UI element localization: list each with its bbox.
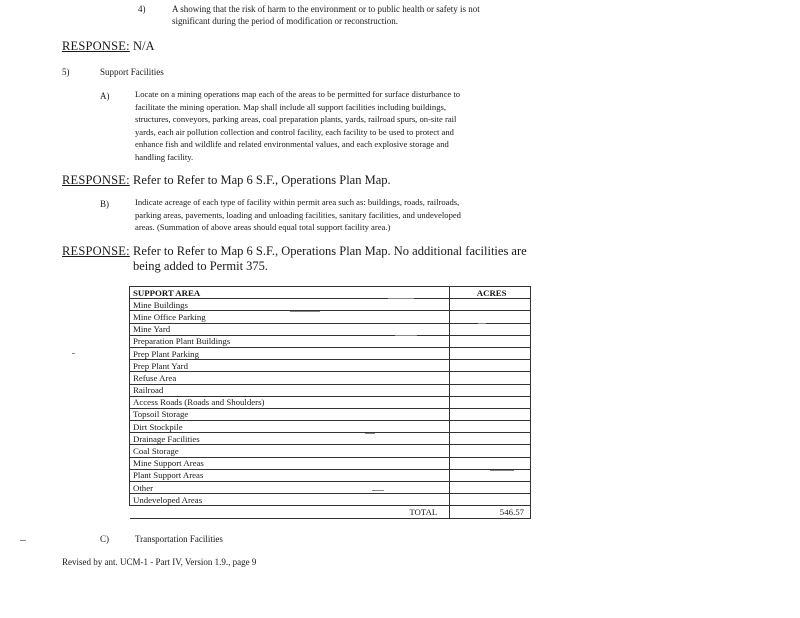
table-row [130, 457, 531, 469]
page-footer: Revised by ant. UCM-1 - Part IV, Version 1.9., page 9 [62, 557, 257, 567]
acres-cell [450, 482, 531, 494]
scan-speck [490, 470, 514, 471]
support-area-table [129, 286, 531, 519]
scan-speck [395, 335, 417, 336]
support-area-name: Prep Plant Parking [130, 347, 450, 359]
response-label: RESPONSE: [62, 39, 130, 53]
response-label: RESPONSE: [62, 244, 130, 258]
paragraph-line: parking areas, pavements, loading and unloading facilities, sanitary facilities, and undeveloped [135, 209, 461, 220]
support-area-name: Other [130, 482, 450, 494]
paragraph-line: handling facility. [135, 151, 194, 162]
support-area-name: Prep Plant Yard [130, 360, 450, 372]
acres-cell [450, 384, 531, 396]
scan-speck [478, 323, 486, 324]
table-total-row [130, 506, 531, 518]
part-a-marker: A) [100, 91, 110, 101]
support-area-name: Coal Storage [130, 445, 450, 457]
table-row [130, 299, 531, 311]
response-text: Refer to Refer to Map 6 S.F., Operations Plan Map. [133, 173, 391, 187]
acres-cell [450, 299, 531, 311]
acres-cell [450, 311, 531, 323]
table-row [130, 421, 531, 433]
section-title: Support Facilities [100, 67, 164, 77]
table-row [130, 347, 531, 359]
acres-cell [450, 323, 531, 335]
acres-cell [450, 372, 531, 384]
paragraph-line: Indicate acreage of each type of facility within permit area such as: buildings, roads, railroads, [135, 197, 460, 207]
header-support-area: SUPPORT AREA [130, 287, 450, 299]
scan-speck [72, 353, 75, 354]
table-row [130, 323, 531, 335]
response-text-line2: being added to Permit 375. [133, 259, 269, 273]
scan-speck [372, 490, 384, 491]
table-row [130, 335, 531, 347]
support-area-name: Preparation Plant Buildings [130, 335, 450, 347]
item-4-line2: significant during the period of modification or reconstruction. [172, 16, 398, 26]
paragraph-line: areas. (Summation of above areas should equal total support facility area.) [135, 222, 391, 232]
paragraph-line: yards, each air pollution collection and control facility, each facility to be used to protect and [135, 126, 454, 137]
support-area-name: Mine Buildings [130, 299, 450, 311]
paragraph-line: facilitate the mining operation. Map shall include all support facilities including buildings, [135, 101, 446, 112]
item-4-marker: 4) [138, 4, 146, 14]
response-text-line1: Refer to Refer to Map 6 S.F., Operations Plan Map. No additional facilities are [133, 244, 527, 258]
acres-cell [450, 396, 531, 408]
support-area-name: Plant Support Areas [130, 469, 450, 481]
table-row [130, 408, 531, 420]
support-area-name: Access Roads (Roads and Shoulders) [130, 396, 450, 408]
scan-speck [290, 311, 320, 312]
acres-cell [450, 360, 531, 372]
total-label: TOTAL [130, 506, 450, 518]
table-header-row [130, 287, 531, 299]
support-area-name: Railroad [130, 384, 450, 396]
acres-cell [450, 347, 531, 359]
table-row [130, 433, 531, 445]
acres-cell [450, 469, 531, 481]
table-row [130, 384, 531, 396]
part-c-title: Transportation Facilities [135, 534, 223, 544]
header-acres: ACRES [450, 287, 531, 299]
acres-cell [450, 494, 531, 506]
support-area-name: Undeveloped Areas [130, 494, 450, 506]
table-row [130, 360, 531, 372]
table-row [130, 469, 531, 481]
part-b-paragraph [135, 196, 535, 234]
support-area-name: Mine Office Parking [130, 311, 450, 323]
response-text: N/A [133, 39, 155, 53]
scan-speck [365, 433, 375, 434]
support-area-name: Refuse Area [130, 372, 450, 384]
table-row [130, 445, 531, 457]
paragraph-line: enhance fish and wildlife and related environmental values, and each explosive storage and [135, 139, 449, 149]
total-value: 546.57 [450, 506, 531, 518]
support-area-name: Mine Yard [130, 323, 450, 335]
acres-cell [450, 408, 531, 420]
paragraph-line: structures, conveyors, parking areas, coal preparation plants, yards, railroad spurs, on-site rail [135, 114, 457, 124]
acres-cell [450, 335, 531, 347]
part-c-marker: C) [100, 534, 109, 544]
part-a-paragraph [135, 88, 535, 163]
support-area-name: Mine Support Areas [130, 457, 450, 469]
response-label: RESPONSE: [62, 173, 130, 187]
acres-cell [450, 433, 531, 445]
scan-speck [388, 298, 414, 299]
section-number: 5) [62, 67, 70, 77]
scan-speck [20, 540, 26, 541]
support-area-name: Topsoil Storage [130, 408, 450, 420]
support-area-name: Drainage Facilities [130, 433, 450, 445]
part-b-marker: B) [100, 199, 109, 209]
table-row [130, 311, 531, 323]
table-row [130, 396, 531, 408]
table-row [130, 482, 531, 494]
acres-cell [450, 445, 531, 457]
paragraph-line: Locate on a mining operations map each of the areas to be permitted for surface disturbance to [135, 89, 461, 99]
acres-cell [450, 457, 531, 469]
table-row [130, 494, 531, 506]
acres-cell [450, 421, 531, 433]
support-area-name: Dirt Stockpile [130, 421, 450, 433]
item-4-line1: A showing that the risk of harm to the environment or to public health or safety is not [172, 4, 480, 14]
table-row [130, 372, 531, 384]
